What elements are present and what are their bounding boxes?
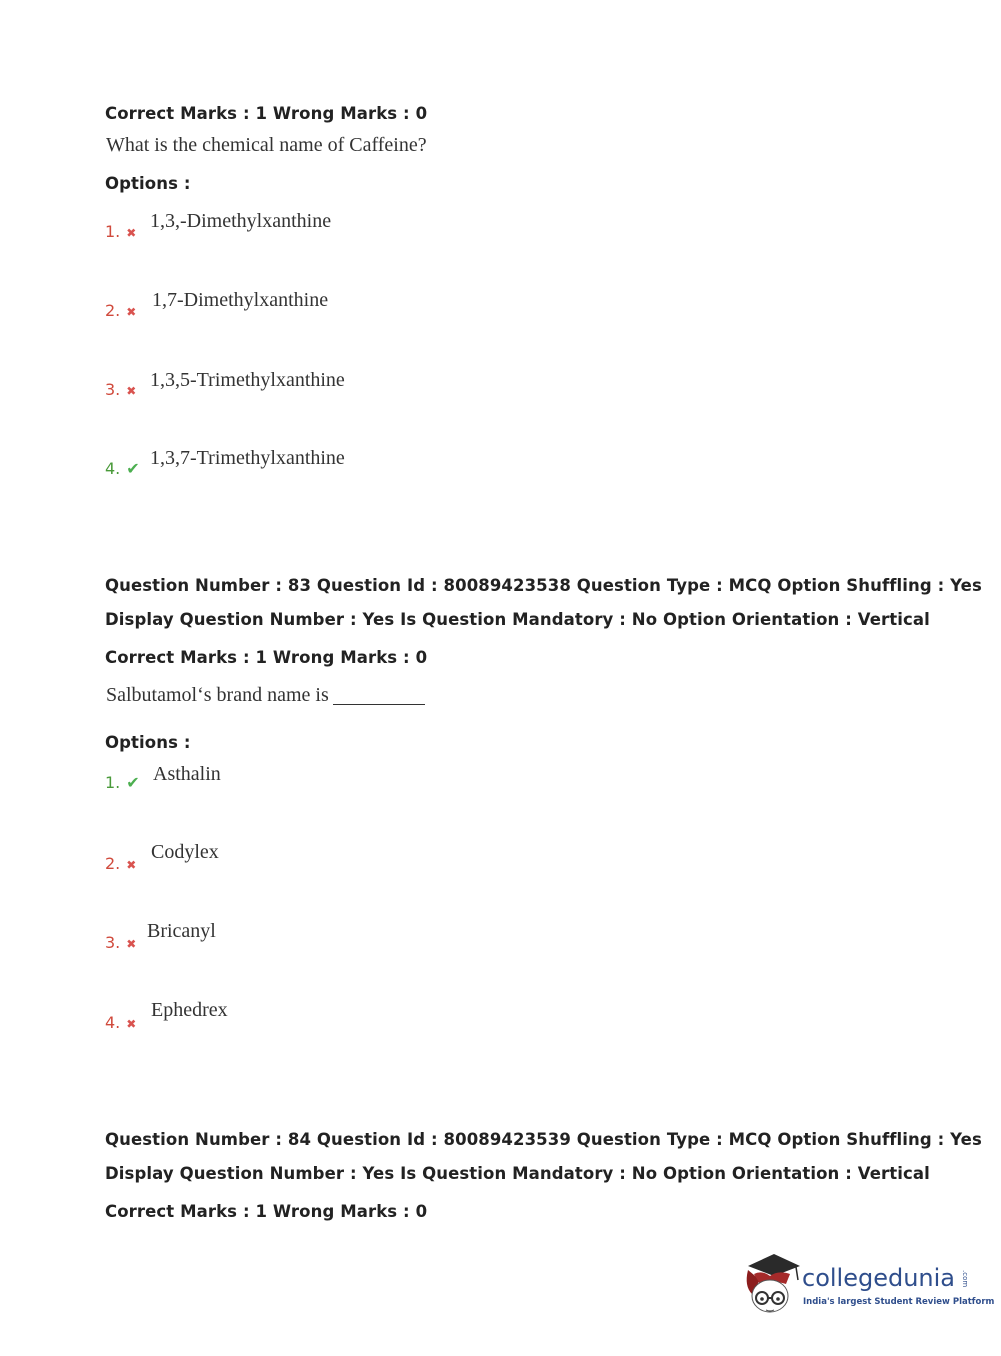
q83-option-2-number: 2. ✖ [105, 854, 137, 873]
q82-option-2-number: 2. ✖ [105, 301, 137, 320]
q83-options-label: Options : [105, 733, 191, 752]
q83-option-1-number: 1. ✔ [105, 773, 140, 792]
q82-question-text: What is the chemical name of Caffeine? [106, 134, 427, 156]
q83-question-text: Salbutamol‘s brand name is [106, 684, 329, 706]
q82-option-3-text: 1,3,5-Trimethylxanthine [150, 369, 345, 391]
q83-header-line1: Question Number : 83 Question Id : 80089423538 Question Type : MCQ Option Shuffling : Yes [105, 576, 982, 595]
check-icon: ✔ [126, 773, 140, 792]
q84-header-line2: Display Question Number : Yes Is Question Mandatory : No Option Orientation : Vertical [105, 1164, 930, 1183]
fill-blank-line [333, 704, 425, 705]
collegedunia-logo[interactable] [740, 1250, 995, 1320]
cross-icon: ✖ [126, 305, 137, 319]
q83-question [106, 684, 425, 707]
mascot-icon [740, 1250, 804, 1320]
q84-marks: Correct Marks : 1 Wrong Marks : 0 [105, 1202, 428, 1221]
cross-icon: ✖ [126, 1017, 137, 1031]
cross-icon: ✖ [126, 858, 137, 872]
logo-name: collegedunia [802, 1264, 956, 1292]
q82-option-3-number: 3. ✖ [105, 380, 137, 399]
check-icon: ✔ [126, 459, 140, 478]
cross-icon: ✖ [126, 937, 137, 951]
q82-option-1-number: 1. ✖ [105, 222, 137, 241]
q82-option-4-number: 4. ✔ [105, 459, 140, 478]
q83-option-2-text: Codylex [151, 841, 219, 863]
logo-tagline: India's largest Student Review Platform [803, 1297, 995, 1307]
q82-option-2-text: 1,7-Dimethylxanthine [152, 289, 329, 311]
q83-header-line2: Display Question Number : Yes Is Question Mandatory : No Option Orientation : Vertical [105, 610, 930, 629]
cross-icon: ✖ [126, 384, 137, 398]
q83-option-4-text: Ephedrex [151, 999, 228, 1021]
q83-option-3-number: 3. ✖ [105, 933, 137, 952]
q83-option-3-text: Bricanyl [147, 920, 216, 942]
q83-option-4-number: 4. ✖ [105, 1013, 137, 1032]
q84-header-line1: Question Number : 84 Question Id : 80089423539 Question Type : MCQ Option Shuffling : Yes [105, 1130, 982, 1149]
q82-option-1-text: 1,3,-Dimethylxanthine [150, 210, 332, 232]
q83-option-1-text: Asthalin [153, 763, 221, 785]
logo-suffix: .com [961, 1270, 969, 1288]
q82-option-4-text: 1,3,7-Trimethylxanthine [150, 447, 345, 469]
q82-options-label: Options : [105, 174, 191, 193]
q83-marks: Correct Marks : 1 Wrong Marks : 0 [105, 648, 428, 667]
cross-icon: ✖ [126, 226, 137, 240]
q82-marks: Correct Marks : 1 Wrong Marks : 0 [105, 104, 428, 123]
